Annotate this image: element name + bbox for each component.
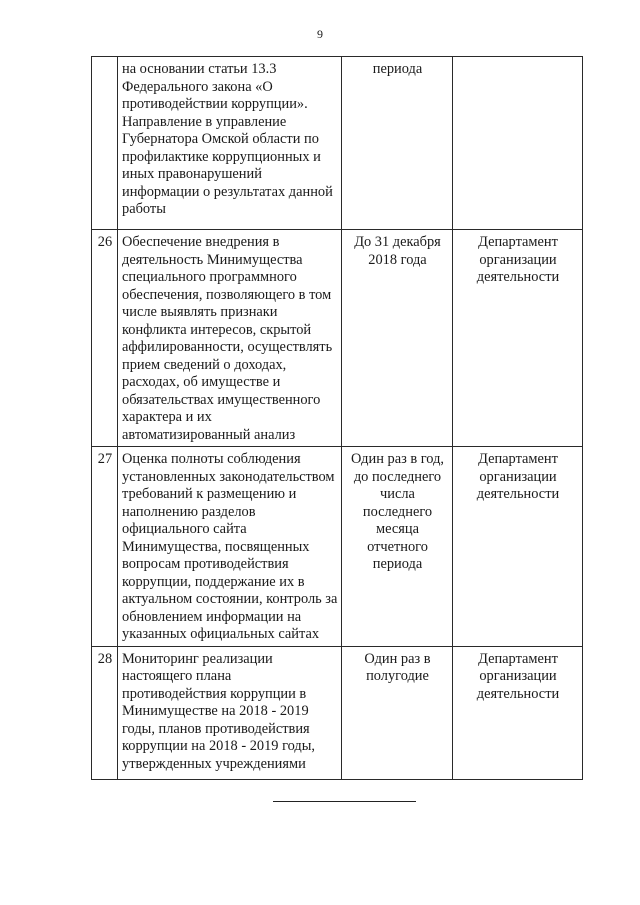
- responsible-unit: Департамент организации деятельности: [453, 230, 583, 447]
- measure-description: на основании статьи 13.3 Федерального закона «О противодействии коррупции». Направление в управление Губернатора Омской области по профилактике коррупционных и иных правонарушений информации о результатах данной работы: [118, 57, 342, 230]
- deadline: Один раз в год, до последнего числа последнего месяца отчетного периода: [342, 447, 453, 647]
- responsible-unit: Департамент организации деятельности: [453, 447, 583, 647]
- table-row: [92, 230, 583, 447]
- row-number: 26: [92, 230, 118, 447]
- measure-description: Обеспечение внедрения в деятельность Минимущества специального программного обеспечения, позволяющего в том числе выявлять признаки конфликта интересов, скрытой аффилированности, осуществлять прием сведений о доходах, расходах, об имуществе и обязательствах имущественного характера и их автоматизированный анализ: [118, 230, 342, 447]
- measures-table: [91, 56, 583, 780]
- page-number: 9: [317, 27, 323, 41]
- row-number: 28: [92, 646, 118, 779]
- row-number: [92, 57, 118, 230]
- table-row: [92, 57, 583, 230]
- measure-description: Оценка полноты соблюдения установленных законодательством требований к размещению и наполнению разделов официального сайта Минимущества, посвященных вопросам противодействия коррупции, поддержание их в актуальном состоянии, контроль за обновлением информации на указанных официальных сайтах: [118, 447, 342, 647]
- measure-description: Мониторинг реализации настоящего плана противодействия коррупции в Минимуществе на 2018 - 2019 годы, планов противодействия коррупции на 2018 - 2019 годы, утвержденных учреждениями: [118, 646, 342, 779]
- deadline: периода: [342, 57, 453, 230]
- row-number: 27: [92, 447, 118, 647]
- table-row: [92, 646, 583, 779]
- table-row: [92, 447, 583, 647]
- deadline: До 31 декабря 2018 года: [342, 230, 453, 447]
- responsible-unit: Департамент организации деятельности: [453, 646, 583, 779]
- responsible-unit: [453, 57, 583, 230]
- deadline: Один раз в полугодие: [342, 646, 453, 779]
- closing-separator-line: [273, 801, 416, 802]
